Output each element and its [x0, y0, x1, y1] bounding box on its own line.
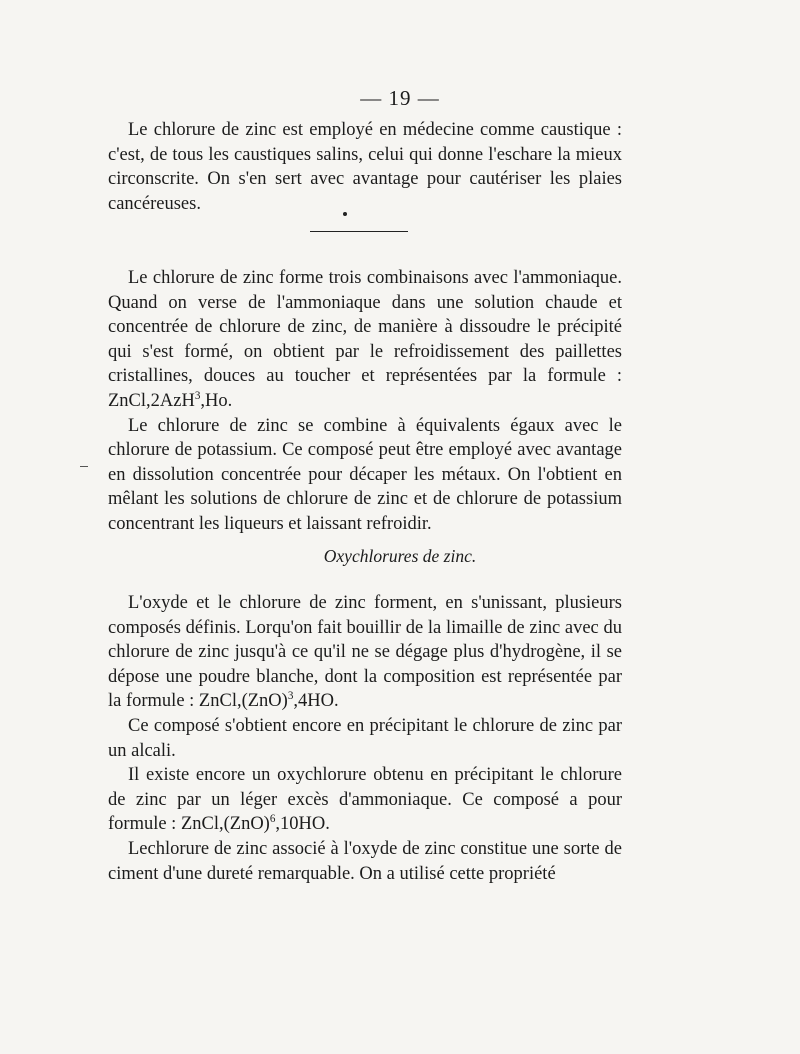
- separator-dot: [343, 212, 347, 216]
- page-number: — 19 —: [360, 86, 440, 110]
- text-block-top: [108, 118, 622, 216]
- text-block-bottom: [108, 591, 622, 886]
- paragraph: Ce composé s'obtient encore en précipitant le chlorure de zinc par un alcali.: [108, 715, 622, 761]
- paragraph: Lechlorure de zinc associé à l'oxyde de zinc constitue une sorte de ciment d'une dureté remarquable. On a utilisé cette propriété: [108, 838, 622, 884]
- paragraph: Le chlorure de zinc est employé en médecine comme caustique : c'est, de tous les caustiques salins, celui qui donne l'eschare la mieux circonscrite. On s'en sert avec avantage pour cautériser les plaies cancéreuses.: [108, 120, 622, 214]
- margin-mark: [80, 466, 88, 467]
- paragraph: Il existe encore un oxychlorure obtenu en précipitant le chlorure de zinc par un léger excès d'ammoniaque. Ce composé a pour formule : ZnCl,(ZnO)$^6$,10HO.: [108, 765, 622, 835]
- paragraph: Le chlorure de zinc se combine à équivalents égaux avec le chlorure de potassium. Ce composé peut être employé avec avantage en dissolution concentrée pour décaper les métaux. On l'obtient en mêlant les solutions de chlorure de zinc et de chlorure de potassium concentrant les liqueurs et laissant refroidir.: [108, 415, 622, 534]
- paragraph: L'oxyde et le chlorure de zinc forment, en s'unissant, plusieurs composés définis. Lorqu'on fait bouillir de la limaille de zinc avec du chlorure de zinc jusqu'à ce qu'il ne se dégage plus d'hydrogène, il se dépose une poudre blanche, dont la composition est représentée par la formule : ZnCl,(ZnO)$^3$,4HO.: [108, 593, 622, 712]
- paragraph: Le chlorure de zinc forme trois combinaisons avec l'ammoniaque. Quand on verse de l'ammoniaque dans une solution chaude et concentrée de chlorure de zinc, de manière à dissoudre le précipité qui s'est formé, on obtient par le refroidissement des paillettes cristallines, douces au toucher et représentées par la formule : ZnCl,2AzH$^3$,Ho.: [108, 268, 622, 411]
- section-separator: [310, 231, 408, 232]
- section-heading: Oxychlorures de zinc.: [323, 546, 477, 566]
- text-block-middle: [108, 266, 622, 537]
